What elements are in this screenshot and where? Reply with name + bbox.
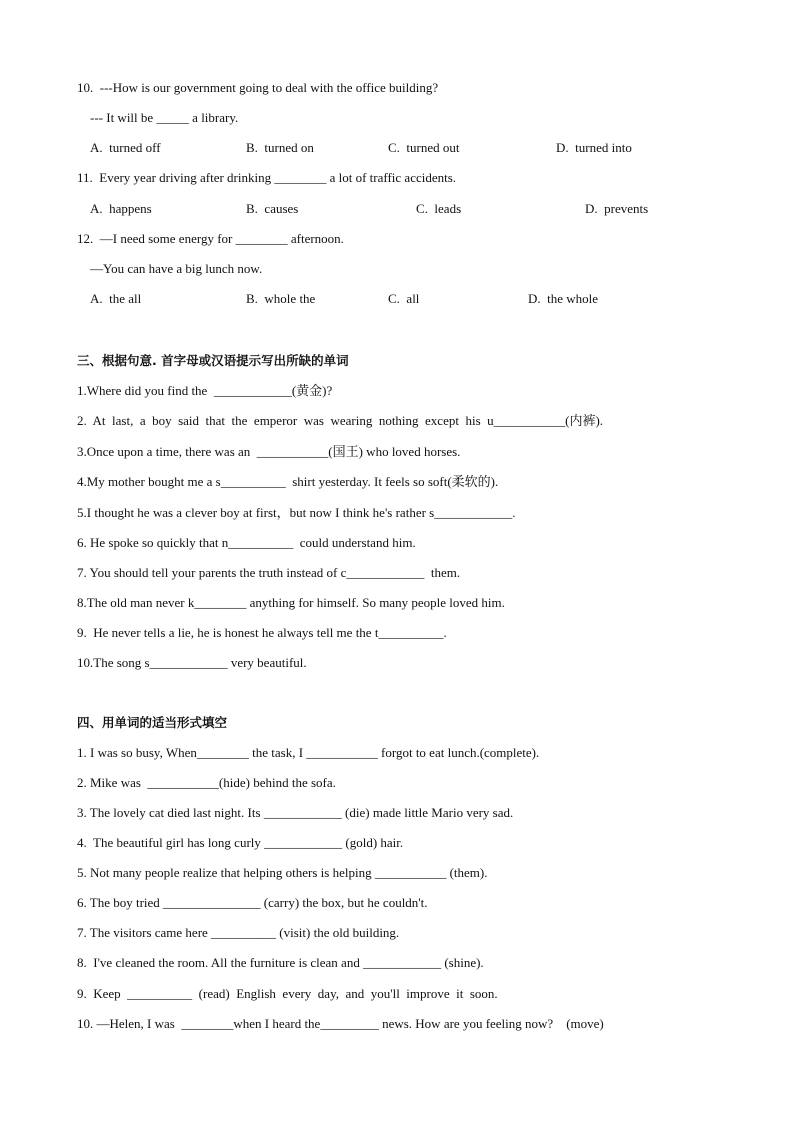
question-10-option-a: A. turned off: [90, 140, 161, 155]
question-11-option-c: C. leads: [416, 201, 462, 216]
question-11-stem: 11. Every year driving after drinking ________ a lot of traffic accidents.: [77, 170, 457, 185]
section-3-item: 2. At last, a boy said that the emperor was wearing nothing except his u___________(内裤).: [77, 413, 604, 428]
section-3-item: 5.I thought he was a clever boy at first，but now I think he's rather s____________.: [77, 505, 516, 520]
section-3-item: 7. You should tell your parents the truth instead of c____________ them.: [77, 565, 461, 580]
question-11-option-b: B. causes: [246, 201, 299, 216]
question-12-stem-2: —You can have a big lunch now.: [90, 261, 263, 276]
question-12-option-b: B. whole the: [246, 291, 316, 306]
section-4-item: 9. Keep __________ (read) English every day, and you'll improve it soon.: [77, 986, 498, 1001]
question-10-option-b: B. turned on: [246, 140, 314, 155]
section-4-item: 10. —Helen, I was ________when I heard the_________ news. How are you feeling now? (move): [77, 1016, 604, 1031]
section-4-item: 5. Not many people realize that helping others is helping ___________ (them).: [77, 865, 488, 880]
section-4-item: 4. The beautiful girl has long curly ____________ (gold) hair.: [77, 835, 404, 850]
section-4-heading: 四、用单词的适当形式填空: [77, 715, 228, 730]
question-12-stem: 12. —I need some energy for ________ afternoon.: [77, 231, 344, 246]
question-10-stem-2: --- It will be _____ a library.: [90, 110, 239, 125]
section-3-item: 3.Once upon a time, there was an ___________(国王) who loved horses.: [77, 444, 461, 459]
section-3-item: 8.The old man never k________ anything for himself. So many people loved him.: [77, 595, 505, 610]
section-3-item: 10.The song s____________ very beautiful.: [77, 655, 307, 670]
section-3-item: 6. He spoke so quickly that n__________ could understand him.: [77, 535, 416, 550]
question-11-option-a: A. happens: [90, 201, 152, 216]
section-3-item: 9. He never tells a lie, he is honest he always tell me the t__________.: [77, 625, 447, 640]
question-10-option-d: D. turned into: [556, 140, 632, 155]
section-3-item: 1.Where did you find the ____________(黄金)?: [77, 383, 333, 398]
section-4-item: 1. I was so busy, When________ the task, I ___________ forgot to eat lunch.(complete).: [77, 745, 540, 760]
question-12-option-a: A. the all: [90, 291, 142, 306]
question-10-option-c: C. turned out: [388, 140, 460, 155]
section-4-item: 6. The boy tried _______________ (carry) the box, but he couldn't.: [77, 895, 428, 910]
section-4-item: 2. Mike was ___________(hide) behind the sofa.: [77, 775, 336, 790]
question-12-option-d: D. the whole: [528, 291, 599, 306]
question-11-option-d: D. prevents: [585, 201, 649, 216]
section-3-item: 4.My mother bought me a s__________ shirt yesterday. It feels so soft(柔软的).: [77, 474, 499, 489]
section-4-item: 8. I've cleaned the room. All the furniture is clean and ____________ (shine).: [77, 955, 484, 970]
section-3-heading: 三、根据句意. 首字母或汉语提示写出所缺的单词: [77, 353, 349, 368]
section-4-item: 3. The lovely cat died last night. Its ____________ (die) made little Mario very sad.: [77, 805, 514, 820]
question-10-stem: 10. ---How is our government going to deal with the office building?: [77, 80, 439, 95]
section-4-item: 7. The visitors came here __________ (visit) the old building.: [77, 925, 400, 940]
question-12-option-c: C. all: [388, 291, 420, 306]
